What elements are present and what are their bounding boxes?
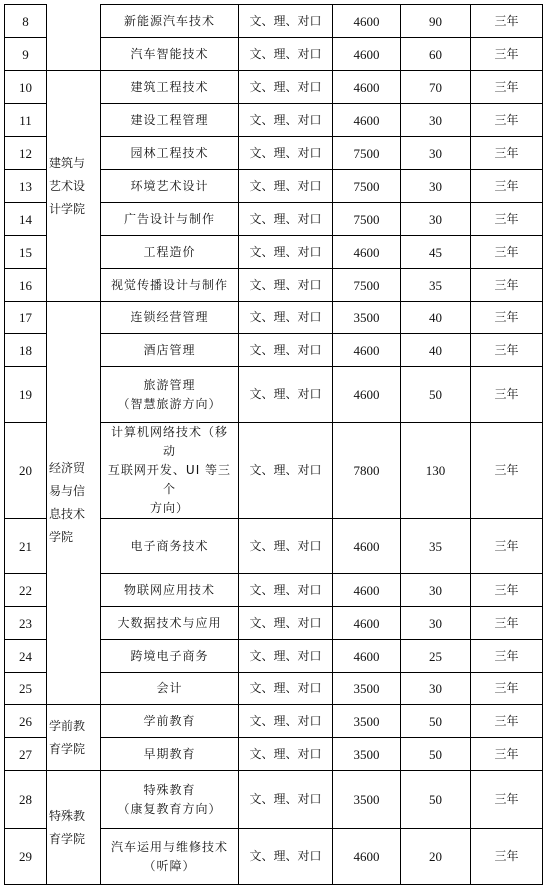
college-name: [47, 771, 101, 885]
tuition-fee: 7800: [333, 423, 401, 519]
major-name: [101, 5, 239, 38]
study-years: 三年: [471, 236, 543, 269]
tuition-fee: 4600: [333, 367, 401, 423]
major-name-line: 电子商务技术: [130, 538, 209, 553]
subject-type: 文、理、对口: [239, 269, 333, 302]
study-years: 三年: [471, 640, 543, 673]
study-years: 三年: [471, 203, 543, 236]
tuition-fee: 3500: [333, 673, 401, 705]
major-name: [101, 38, 239, 71]
row-number: 14: [5, 203, 47, 236]
major-name: [101, 71, 239, 104]
major-name-line: 汽车智能技术: [130, 46, 209, 61]
tuition-fee: 4600: [333, 640, 401, 673]
college-name-line: 建筑与: [49, 155, 86, 170]
major-name-line: 学前教育: [143, 713, 196, 728]
major-name-line: 建筑工程技术: [130, 79, 209, 94]
college-name-line: 艺术设: [49, 178, 86, 193]
major-name-line: 环境艺术设计: [130, 178, 209, 193]
plan-count: 30: [401, 203, 471, 236]
major-name-line: 酒店管理: [143, 342, 196, 357]
tuition-fee: 4600: [333, 38, 401, 71]
subject-type: 文、理、对口: [239, 5, 333, 38]
major-name-line: 连锁经营管理: [130, 310, 209, 324]
row-number: 17: [5, 302, 47, 334]
study-years: 三年: [471, 738, 543, 771]
tuition-fee: 4600: [333, 5, 401, 38]
major-name: [101, 519, 239, 574]
major-name-line: （康复教育方向）: [117, 801, 222, 816]
college-name: [47, 705, 101, 771]
tuition-fee: 4600: [333, 519, 401, 574]
plan-count: 30: [401, 574, 471, 607]
table-body: [5, 5, 543, 885]
study-years: 三年: [471, 104, 543, 137]
major-name-line: 跨境电子商务: [130, 648, 209, 663]
subject-type: 文、理、对口: [239, 203, 333, 236]
subject-type: 文、理、对口: [239, 334, 333, 367]
plan-count: 50: [401, 738, 471, 771]
row-number: 11: [5, 104, 47, 137]
row-number: 13: [5, 170, 47, 203]
study-years: 三年: [471, 367, 543, 423]
college-name-line: 学院: [49, 530, 74, 544]
row-number: 27: [5, 738, 47, 771]
row-number: 15: [5, 236, 47, 269]
row-number: 8: [5, 5, 47, 38]
tuition-fee: 3500: [333, 302, 401, 334]
major-name-line: 广告设计与制作: [123, 211, 215, 226]
row-number: 9: [5, 38, 47, 71]
major-name: [101, 738, 239, 771]
plan-count: 130: [401, 423, 471, 519]
plan-count: 50: [401, 771, 471, 829]
plan-count: 40: [401, 302, 471, 334]
subject-type: 文、理、对口: [239, 705, 333, 738]
table-row: [5, 705, 543, 738]
row-number: 25: [5, 673, 47, 705]
major-name: [101, 302, 239, 334]
college-name-line: 学前教: [49, 718, 86, 733]
plan-count: 50: [401, 367, 471, 423]
major-name: [101, 334, 239, 367]
major-name: [101, 607, 239, 640]
subject-type: 文、理、对口: [239, 302, 333, 334]
college-name-line: 易与信: [49, 484, 86, 498]
study-years: 三年: [471, 302, 543, 334]
plan-count: 30: [401, 137, 471, 170]
study-years: 三年: [471, 137, 543, 170]
tuition-fee: 7500: [333, 137, 401, 170]
major-name: [101, 236, 239, 269]
tuition-fee: 3500: [333, 771, 401, 829]
tuition-fee: 4600: [333, 71, 401, 104]
major-name-line: 视觉传播设计与制作: [110, 277, 228, 292]
study-years: 三年: [471, 705, 543, 738]
major-name: [101, 574, 239, 607]
plan-count: 90: [401, 5, 471, 38]
tuition-fee: 4600: [333, 334, 401, 367]
plan-count: 20: [401, 829, 471, 885]
enrollment-plan-table: [4, 4, 543, 885]
tuition-fee: 3500: [333, 705, 401, 738]
subject-type: 文、理、对口: [239, 104, 333, 137]
row-number: 16: [5, 269, 47, 302]
study-years: 三年: [471, 423, 543, 519]
major-name: [101, 203, 239, 236]
major-name-line: 建设工程管理: [130, 112, 209, 127]
subject-type: 文、理、对口: [239, 71, 333, 104]
major-name-line: （听障）: [143, 858, 196, 873]
subject-type: 文、理、对口: [239, 423, 333, 519]
college-name: [47, 5, 101, 71]
major-name: [101, 640, 239, 673]
study-years: 三年: [471, 607, 543, 640]
row-number: 10: [5, 71, 47, 104]
study-years: 三年: [471, 269, 543, 302]
table-row: [5, 771, 543, 829]
study-years: 三年: [471, 5, 543, 38]
college-name-line: 特殊教: [49, 808, 86, 823]
tuition-fee: 3500: [333, 738, 401, 771]
major-name: [101, 170, 239, 203]
row-number: 20: [5, 423, 47, 519]
subject-type: 文、理、对口: [239, 38, 333, 71]
college-name-line: 经济贸: [49, 461, 86, 475]
major-name-line: 早期教育: [143, 746, 196, 761]
plan-count: 30: [401, 104, 471, 137]
row-number: 18: [5, 334, 47, 367]
tuition-fee: 4600: [333, 236, 401, 269]
study-years: 三年: [471, 170, 543, 203]
row-number: 21: [5, 519, 47, 574]
subject-type: 文、理、对口: [239, 607, 333, 640]
major-name: [101, 673, 239, 705]
major-name-line: 新能源汽车技术: [123, 13, 215, 28]
major-name: [101, 137, 239, 170]
tuition-fee: 4600: [333, 574, 401, 607]
major-name-line: 工程造价: [143, 244, 196, 259]
subject-type: 文、理、对口: [239, 170, 333, 203]
major-name: [101, 829, 239, 885]
row-number: 22: [5, 574, 47, 607]
plan-count: 30: [401, 673, 471, 705]
study-years: 三年: [471, 829, 543, 885]
major-name-line: 汽车运用与维修技术: [110, 839, 228, 854]
college-name-line: 息技术: [49, 507, 86, 521]
major-name: [101, 771, 239, 829]
college-name-line: 计学院: [49, 201, 86, 216]
subject-type: 文、理、对口: [239, 771, 333, 829]
plan-count: 25: [401, 640, 471, 673]
subject-type: 文、理、对口: [239, 236, 333, 269]
plan-count: 35: [401, 269, 471, 302]
subject-type: 文、理、对口: [239, 829, 333, 885]
plan-count: 30: [401, 170, 471, 203]
subject-type: 文、理、对口: [239, 640, 333, 673]
row-number: 29: [5, 829, 47, 885]
row-number: 23: [5, 607, 47, 640]
tuition-fee: 7500: [333, 269, 401, 302]
table-row: [5, 302, 543, 334]
major-name-line: 互联网开发、UI 等三个: [107, 463, 232, 496]
row-number: 24: [5, 640, 47, 673]
college-name: [47, 302, 101, 705]
plan-count: 30: [401, 607, 471, 640]
subject-type: 文、理、对口: [239, 137, 333, 170]
subject-type: 文、理、对口: [239, 673, 333, 705]
major-name-line: 会计: [156, 681, 183, 695]
row-number: 26: [5, 705, 47, 738]
tuition-fee: 7500: [333, 203, 401, 236]
major-name-line: 计算机网络技术（移动: [110, 425, 228, 458]
study-years: 三年: [471, 71, 543, 104]
college-name: [47, 71, 101, 302]
plan-count: 35: [401, 519, 471, 574]
table-row: [5, 71, 543, 104]
major-name: [101, 104, 239, 137]
college-name-line: 育学院: [49, 831, 86, 846]
subject-type: 文、理、对口: [239, 367, 333, 423]
subject-type: 文、理、对口: [239, 519, 333, 574]
plan-count: 50: [401, 705, 471, 738]
subject-type: 文、理、对口: [239, 574, 333, 607]
study-years: 三年: [471, 771, 543, 829]
study-years: 三年: [471, 519, 543, 574]
major-name: [101, 423, 239, 519]
row-number: 12: [5, 137, 47, 170]
major-name-line: 园林工程技术: [130, 145, 209, 160]
study-years: 三年: [471, 574, 543, 607]
tuition-fee: 7500: [333, 170, 401, 203]
tuition-fee: 4600: [333, 829, 401, 885]
table-row: [5, 5, 543, 38]
tuition-fee: 4600: [333, 607, 401, 640]
plan-count: 60: [401, 38, 471, 71]
major-name: [101, 269, 239, 302]
tuition-fee: 4600: [333, 104, 401, 137]
study-years: 三年: [471, 673, 543, 705]
major-name-line: 特殊教育: [143, 782, 196, 797]
row-number: 19: [5, 367, 47, 423]
major-name-line: （智慧旅游方向）: [117, 396, 222, 411]
major-name-line: 方向）: [149, 501, 189, 515]
study-years: 三年: [471, 334, 543, 367]
major-name-line: 大数据技术与应用: [117, 615, 222, 630]
row-number: 28: [5, 771, 47, 829]
major-name-line: 物联网应用技术: [123, 582, 215, 597]
major-name-line: 旅游管理: [143, 377, 196, 392]
major-name: [101, 367, 239, 423]
plan-count: 45: [401, 236, 471, 269]
college-name-line: 育学院: [49, 741, 86, 756]
study-years: 三年: [471, 38, 543, 71]
plan-count: 70: [401, 71, 471, 104]
plan-count: 40: [401, 334, 471, 367]
subject-type: 文、理、对口: [239, 738, 333, 771]
major-name: [101, 705, 239, 738]
